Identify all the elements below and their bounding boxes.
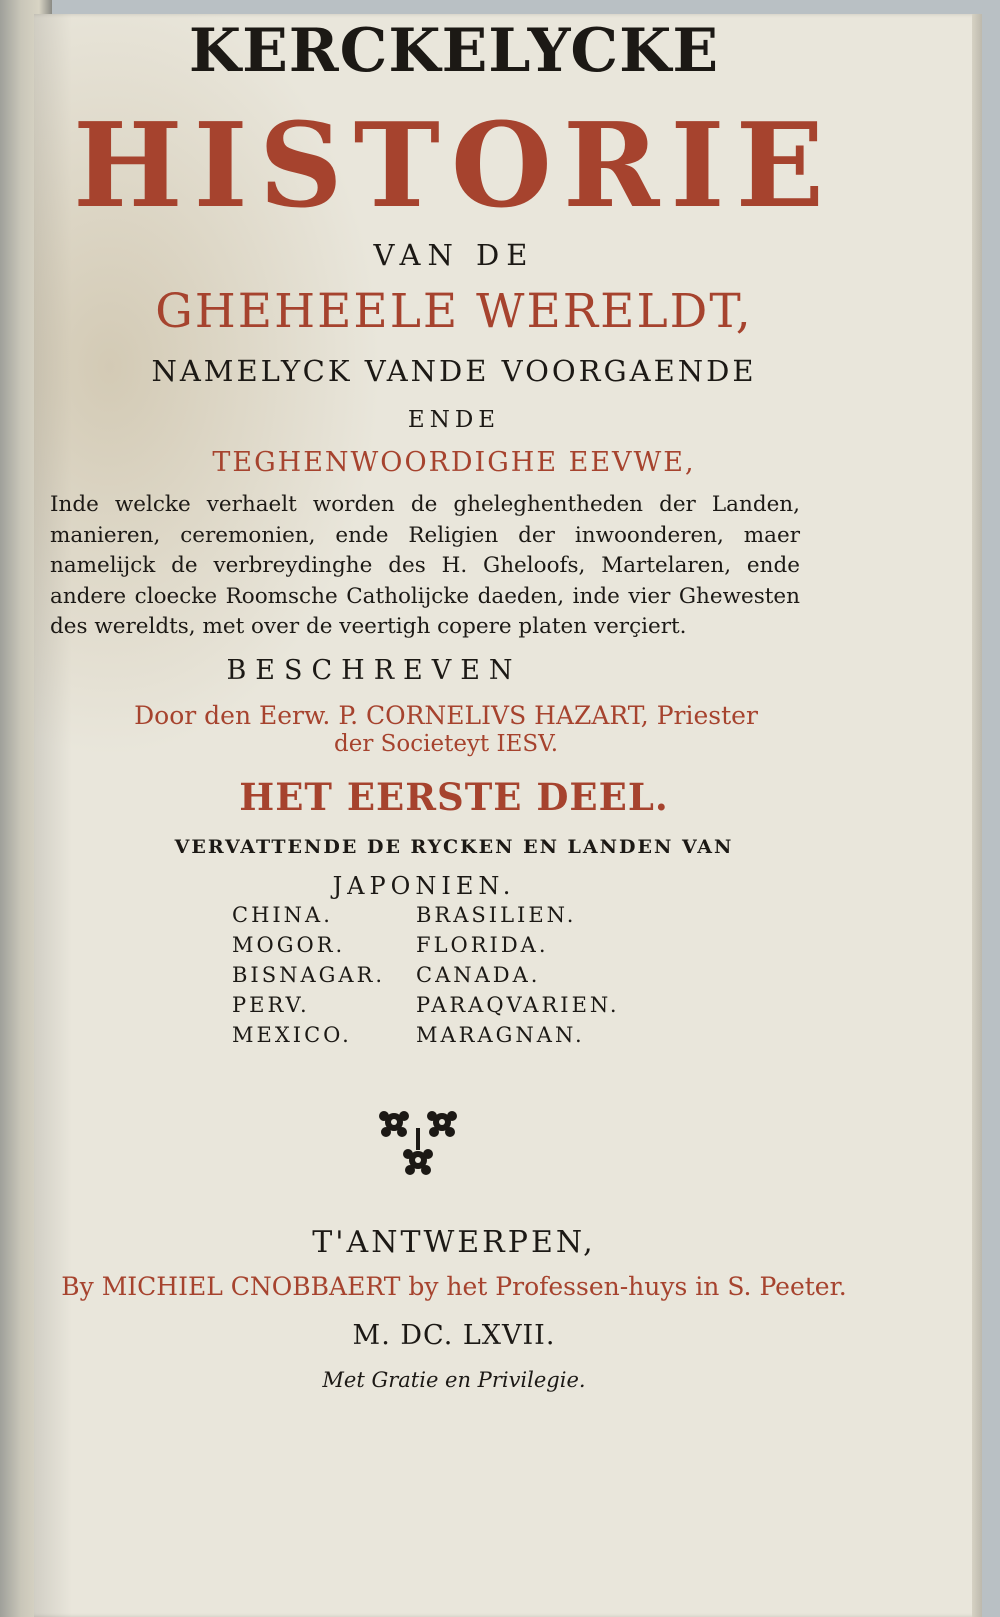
privilege-line: Met Gratie en Privilegie.	[322, 1368, 586, 1392]
beschreven-heading: BESCHREVEN	[226, 655, 522, 686]
country-item: BRASILIEN.	[416, 903, 577, 927]
country-item: MARAGNAN.	[416, 1023, 585, 1047]
imprint-year: M. DC. LXVII.	[352, 1320, 556, 1351]
society-line: der Societeyt IESV.	[333, 731, 559, 757]
country-item: PARAQVARIEN.	[416, 993, 620, 1017]
title-line-teghenwoordighe: TEGHENWOORDIGHE EEVWE,	[212, 447, 696, 478]
page-fore-edge	[972, 14, 982, 1617]
country-item: PERV.	[232, 993, 310, 1017]
title-line-kerckelycke: KERCKELYCKE	[188, 16, 720, 86]
fleuron-ornament-icon	[370, 1104, 470, 1182]
country-item: MEXICO.	[232, 1023, 352, 1047]
country-item: CANADA.	[416, 963, 541, 987]
title-line-van-de: VAN DE	[373, 238, 535, 272]
title-line-namelyck: NAMELYCK VANDE VOORGAENDE	[151, 354, 757, 388]
countries-left-column	[232, 900, 385, 1050]
title-line-historie: HISTORIE	[72, 98, 836, 234]
imprint-city: T'ANTWERPEN,	[312, 1225, 596, 1260]
title-line-gheheele-wereldt: GHEHEELE WERELDT,	[155, 284, 753, 339]
country-item: CHINA.	[232, 903, 333, 927]
title-line-ende: ENDE	[407, 407, 501, 433]
description-paragraph: Inde welcke verhaelt worden de gheleghentheden der Landen, manieren, ceremonien, ende Religien der inwoonderen, maer namelijck de verbreydinghe des H. Gheloofs, Martelaren, ende andere cloecke Roomsche Catholijcke daeden, inde vier Ghewesten des wereldts, met over de veertigh copere platen verçiert.	[50, 492, 800, 639]
contents-heading: VERVATTENDE DE RYCKEN EN LANDEN VAN	[174, 836, 734, 858]
author-line: Door den Eerw. P. CORNELIVS HAZART, Priester	[134, 701, 758, 730]
country-item: BISNAGAR.	[232, 963, 386, 987]
country-item: FLORIDA.	[416, 933, 549, 957]
volume-heading: HET EERSTE DEEL.	[239, 775, 669, 819]
country-japonien: JAPONIEN.	[332, 872, 516, 900]
countries-right-column	[416, 900, 620, 1050]
country-item: MOGOR.	[232, 933, 346, 957]
imprint-printer: By MICHIEL CNOBBAERT by het Professen-huys in S. Peeter.	[61, 1272, 847, 1301]
